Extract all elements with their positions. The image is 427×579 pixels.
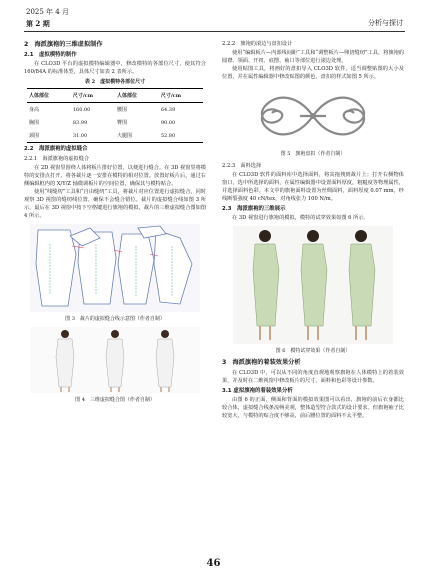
- figure-6-try-on-image: [233, 226, 393, 344]
- header-rule: [24, 31, 405, 32]
- subsection-heading-2-3: 2.3 海派旗袍的三维展示: [222, 206, 286, 212]
- model-size-table: [27, 88, 203, 143]
- paragraph: 在 CLO3D 软件的面料库中选择面料，将其拖拽到裁片上；打开右侧物体窗口，选中所选择的面料，在属性编辑器中设置面料厚度，粗糙度等物理属性，并选择面料色彩。本文中的旗袍面料设置为丝绸面料，面料厚度 0.07 mm，纱线断裂强度 40 cN/tex，对角线张力 100 N/m。: [222, 172, 404, 202]
- subsubsection-heading-2-2-3: 2.2.3 面料选择: [222, 163, 262, 169]
- table-row: [27, 103, 203, 117]
- header-section: 分析与探讨: [368, 19, 403, 27]
- figure-4-caption: 图 4 三维虚拟缝合图（作者自制）: [75, 397, 155, 403]
- figure-4-3d-sewing-image: [30, 327, 200, 393]
- right-column: [222, 38, 404, 420]
- subsubsection-heading-2-2-1: 2.2.1 海派旗袍的虚拟缝合: [24, 156, 90, 162]
- pattern-sewing-illustration: [30, 224, 200, 312]
- table-cell: 颈围: [29, 132, 40, 139]
- figure-6-caption: 图 6 模特试穿效果（作者自制）: [275, 348, 351, 354]
- table-header: 人体部位: [29, 92, 50, 99]
- paragraph: 在 CLO3D 中，可以从不同的角度直观地观察旗袍在人体模特上的着装效果，并及时在二维视窗中修改板片的尺寸，面料和色彩等设计参数。: [222, 370, 404, 384]
- section-heading-3: 3 海派旗袍的着装效果分析: [222, 359, 301, 366]
- table-cell: 31.00: [72, 132, 88, 139]
- table-cell: 160.00: [72, 106, 91, 113]
- table-cell: 64.39: [160, 106, 176, 113]
- paragraph: 由图 6 的正面、侧面和背面的模拟效果图可以看出，旗袍的前后衣身都比较合体，虚拟缝合线条流畅美观，整体造型符合款式的设计要求。但旗袍袖子比较宽大，与模特的贴合度不够高，前后腰位置的面料不太平整。: [222, 397, 404, 419]
- left-column: [24, 38, 206, 408]
- table-cell: 大腿围: [116, 132, 132, 139]
- paragraph: 在 3D 视窗进行旗袍的模拟，模特的试穿效果如图 6 所示。: [232, 215, 369, 221]
- figure-3-caption: 图 3 裁片的虚拟缝合线示意图（作者自制）: [65, 316, 165, 322]
- table-header: 尺寸/cm: [72, 92, 94, 99]
- table-cell: 身高: [29, 106, 40, 113]
- header-date: 2025 年 4 月: [26, 8, 69, 16]
- paragraph: 使用贴图工具，将画好的盘扣导入 CLO3D 软件，适当调整贴图的大小及位置，并在属性编辑器中修改贴图的颜色，盘扣的样式如图 5 所示。: [222, 66, 404, 80]
- table-cell: 臀围: [116, 119, 127, 126]
- green-qipao-models-illustration: [233, 226, 393, 344]
- white-qipao-models-illustration: [30, 327, 200, 393]
- table-cell: 52.80: [160, 132, 176, 139]
- frog-button-illustration: [238, 85, 388, 147]
- paragraph: 使用“编辑板片—内部线间距”工具和“调整板片—卵切缝纫”工具，将旗袍的圆襟、领面、开衩、底摆、袖口等部位进行滚边处理。: [222, 50, 404, 64]
- paragraph: 使用“线缝纫”工具和“自由缝纫”工具，将裁片对应位置进行虚拟缝合，同时观察 3D 视窗的缝纫线位置，确保不会缝合错位。裁片的虚拟缝合线如图 3 所示，最后在 3D 视窗中按下空格键进行旗袍的模拟，裁片的三维虚拟缝合图如图 4 所示。: [24, 189, 206, 219]
- page-number: 46: [206, 558, 221, 569]
- subsubsection-heading-2-2-2: 2.2.2 旗袍的滚边与盘扣设计: [222, 41, 293, 47]
- table-cell: 胸围: [29, 119, 40, 126]
- table-row: [27, 129, 203, 143]
- table-title: 表 2 虚拟模特各部位尺寸: [84, 79, 146, 85]
- table-row: [27, 116, 203, 129]
- header-issue: 第 2 期: [26, 19, 50, 28]
- table-cell: 腰围: [116, 106, 127, 113]
- paragraph: 在 CLO3D 平台的虚拟模特编辑器中，修改模特的各部位尺寸，使其符合 160/84A 的标准体型，具体尺寸如表 2 表所示。: [24, 61, 206, 75]
- table-cell: 83.99: [72, 119, 88, 126]
- figure-5-caption: 图 5 旗袍盘扣（作者自制）: [280, 151, 346, 157]
- table-cell: 90.00: [160, 119, 176, 126]
- paragraph: 在 2D 视窗里围绕人体将板片排好位置，以便进行缝合。在 3D 视窗里将模特的安排点打开，将各裁片逐一安排在模特的相对位置。放置好板片后，通过右侧编辑框内的 X/Y/Z 轴微调板片的空间位置，确保其与模特贴合。: [24, 165, 206, 187]
- table-header: 尺寸/cm: [160, 92, 181, 99]
- subsection-heading-3-1: 3.1 虚拟旗袍的着装效果分析: [222, 388, 293, 394]
- subsection-heading-2-2: 2.2 海派旗袍的虚拟缝合: [24, 146, 88, 152]
- table-header: 人体部位: [116, 92, 137, 99]
- subsection-heading-2-1: 2.1 虚拟模特的制作: [24, 52, 77, 58]
- figure-5-button-image: [238, 85, 388, 147]
- figure-3-pattern-image: [30, 224, 200, 312]
- section-heading-2: 2 海派旗袍的三维虚拟制作: [24, 41, 103, 48]
